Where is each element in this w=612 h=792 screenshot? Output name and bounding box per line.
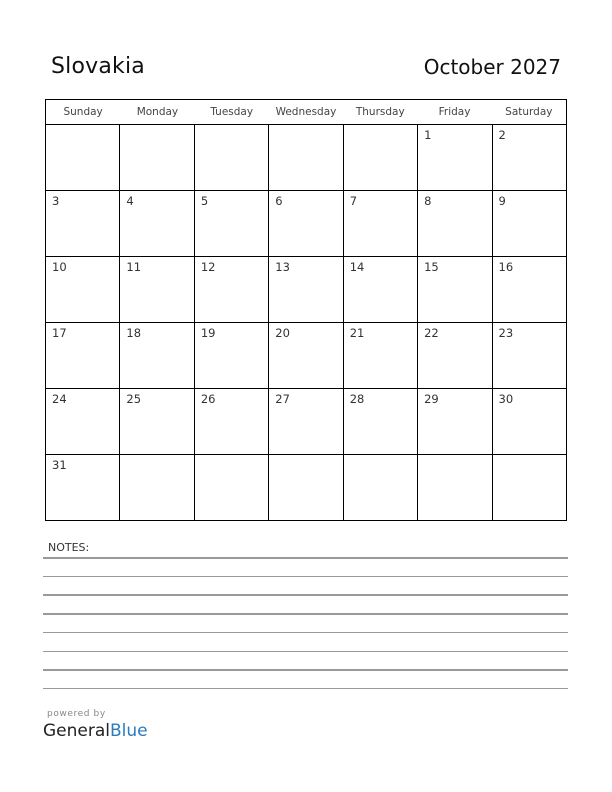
day-cell[interactable] (344, 389, 418, 454)
weekday-sunday: Sunday (63, 106, 103, 118)
day-cell[interactable] (493, 455, 566, 520)
notes-line (43, 669, 568, 671)
notes-line (43, 576, 568, 578)
day-number: 22 (424, 326, 439, 340)
day-number: 8 (424, 194, 432, 208)
day-number: 27 (275, 392, 290, 406)
day-number: 23 (498, 326, 514, 340)
notes-line (43, 688, 568, 690)
day-cell[interactable] (493, 257, 566, 322)
day-cell[interactable] (418, 455, 492, 520)
notes-line (43, 557, 568, 559)
day-cell[interactable] (195, 191, 269, 256)
day-cell[interactable] (344, 455, 418, 520)
day-number: 9 (498, 194, 506, 208)
country-title: Slovakia (51, 54, 145, 79)
day-cell[interactable] (269, 257, 343, 322)
day-cell[interactable] (120, 389, 194, 454)
day-cell[interactable] (493, 191, 566, 256)
weekday-tuesday: Tuesday (210, 106, 254, 118)
day-number: 6 (275, 194, 283, 208)
day-number: 7 (349, 194, 358, 208)
day-cell[interactable] (120, 455, 194, 520)
day-cell[interactable] (269, 125, 343, 190)
notes-line (43, 651, 568, 653)
day-number: 19 (200, 326, 216, 340)
day-cell[interactable] (493, 323, 566, 388)
day-number: 28 (349, 392, 365, 406)
day-number: 1 (424, 128, 432, 142)
day-number: 12 (200, 260, 216, 274)
day-number: 14 (349, 260, 365, 274)
day-number: 5 (200, 194, 209, 208)
day-number: 17 (52, 326, 67, 340)
notes-line (43, 613, 568, 615)
day-number: 30 (498, 392, 514, 406)
day-number: 2 (498, 128, 506, 142)
day-number: 10 (52, 260, 67, 274)
weekday-thursday: Thursday (355, 106, 405, 118)
day-cell[interactable] (418, 389, 492, 454)
week-row (46, 455, 566, 520)
calendar-grid (45, 99, 567, 521)
notes-line (43, 594, 568, 596)
day-cell[interactable] (344, 257, 418, 322)
day-number: 3 (52, 194, 60, 208)
day-cell[interactable] (493, 125, 566, 190)
day-cell[interactable] (344, 191, 418, 256)
day-cell[interactable] (195, 125, 269, 190)
day-cell[interactable] (493, 389, 566, 454)
day-cell[interactable] (46, 389, 120, 454)
day-number: 13 (275, 260, 290, 274)
weekday-header-row (46, 100, 566, 125)
day-cell[interactable] (269, 389, 343, 454)
brand-general: General (43, 721, 110, 741)
day-number: 26 (200, 392, 216, 406)
day-cell[interactable] (269, 323, 343, 388)
day-cell[interactable] (46, 455, 120, 520)
brand-blue: Blue (110, 721, 148, 741)
day-number: 11 (126, 260, 142, 274)
day-number: 18 (126, 326, 142, 340)
day-cell[interactable] (344, 125, 418, 190)
weekday-wednesday: Wednesday (275, 106, 337, 118)
month-year-title: October 2027 (423, 55, 561, 79)
day-cell[interactable] (120, 257, 194, 322)
week-row (46, 389, 566, 455)
day-number: 20 (275, 326, 290, 340)
notes-label: NOTES: (48, 541, 90, 554)
day-cell[interactable] (46, 191, 120, 256)
day-number: 16 (498, 260, 514, 274)
day-cell[interactable] (269, 191, 343, 256)
day-cell[interactable] (195, 323, 269, 388)
day-number: 25 (126, 392, 142, 406)
day-number: 29 (424, 392, 439, 406)
powered-by-text: powered by (47, 709, 106, 719)
weekday-friday: Friday (438, 106, 471, 118)
day-cell[interactable] (120, 125, 194, 190)
week-row (46, 323, 566, 389)
day-cell[interactable] (269, 455, 343, 520)
day-cell[interactable] (195, 389, 269, 454)
day-cell[interactable] (195, 455, 269, 520)
day-cell[interactable] (46, 323, 120, 388)
notes-line (43, 632, 568, 634)
day-cell[interactable] (418, 191, 492, 256)
day-cell[interactable] (344, 323, 418, 388)
day-cell[interactable] (120, 191, 194, 256)
week-row (46, 257, 566, 323)
brand-logo (43, 721, 148, 741)
day-cell[interactable] (46, 257, 120, 322)
day-cell[interactable] (418, 323, 492, 388)
day-cell[interactable] (120, 323, 194, 388)
day-number: 24 (52, 392, 67, 406)
day-cell[interactable] (195, 257, 269, 322)
week-row (46, 125, 566, 191)
day-number: 21 (349, 326, 365, 340)
day-number: 4 (126, 194, 134, 208)
day-cell[interactable] (418, 257, 492, 322)
day-cell[interactable] (418, 125, 492, 190)
day-cell[interactable] (46, 125, 120, 190)
week-row (46, 191, 566, 257)
day-number: 31 (52, 458, 67, 472)
weekday-monday: Monday (136, 106, 179, 118)
day-number: 15 (424, 260, 439, 274)
weekday-saturday: Saturday (505, 106, 553, 118)
